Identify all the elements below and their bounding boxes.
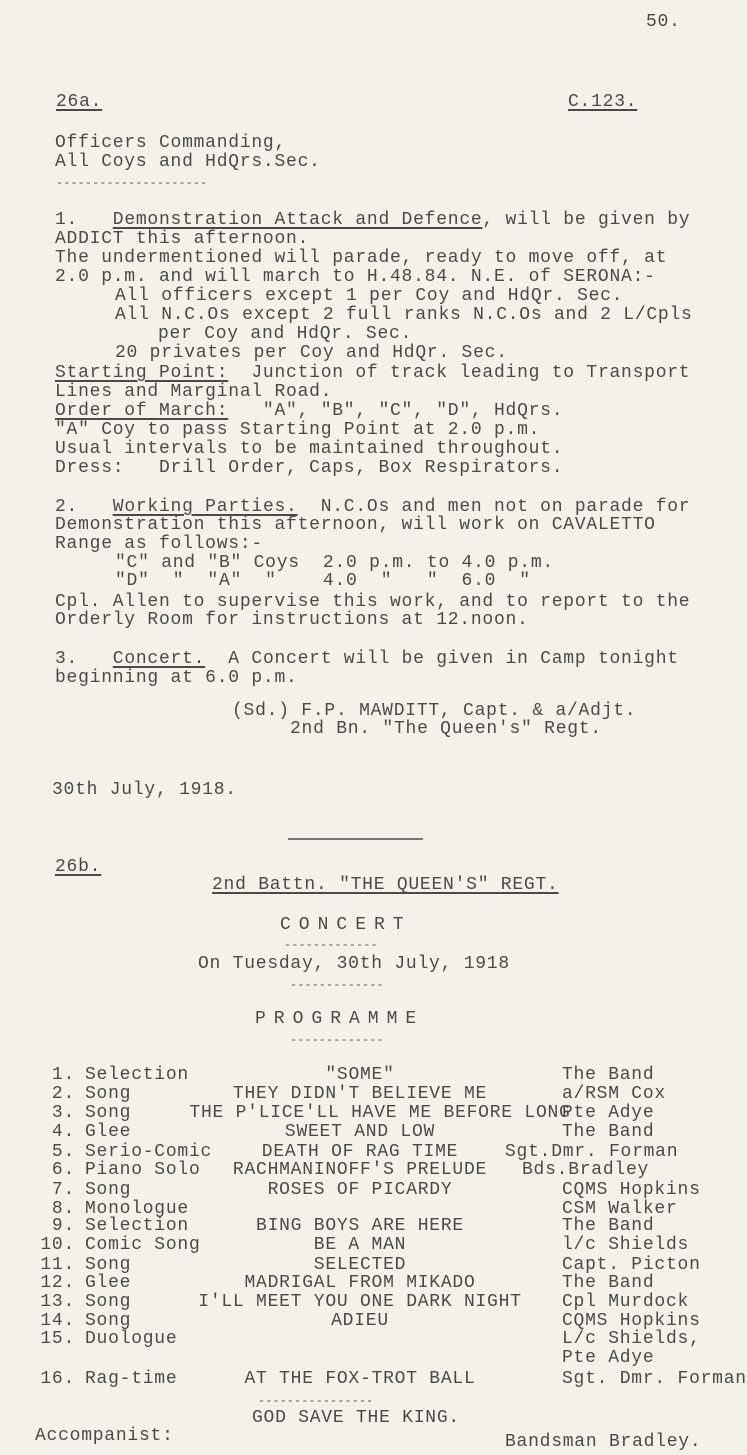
- order-of-march-line: [55, 401, 563, 421]
- accompanist-name: Bandsman Bradley.: [505, 1432, 702, 1452]
- item-title: ADIEU: [331, 1311, 389, 1331]
- item-title: ROSES OF PICARDY: [267, 1180, 453, 1200]
- item-type: Selection: [85, 1065, 189, 1085]
- item-performer: Pte Adye: [562, 1103, 655, 1123]
- para-3-number: 3.: [55, 649, 79, 669]
- concert-date: On Tuesday, 30th July, 1918: [198, 954, 510, 974]
- item-number: 9.: [51, 1216, 75, 1236]
- item-number: 7.: [51, 1180, 75, 1200]
- item-title: SWEET AND LOW: [284, 1122, 436, 1142]
- para-2-text: N.C.Os and men not on parade for: [297, 497, 691, 517]
- para-3-line-2: beginning at 6.0 p.m.: [55, 668, 298, 688]
- item-type: Comic Song: [85, 1235, 201, 1255]
- item-title: BING BOYS ARE HERE: [256, 1216, 464, 1236]
- item-performer: The Band: [562, 1065, 655, 1085]
- item-performer: L/c Shields,: [562, 1329, 701, 1349]
- item-performer: a/RSM Cox: [562, 1084, 666, 1104]
- item-title: I'LL MEET YOU ONE DARK NIGHT: [198, 1292, 522, 1312]
- item-number: 3.: [51, 1103, 75, 1123]
- para-1-line-9: "A" Coy to pass Starting Point at 2.0 p.m.: [55, 420, 541, 440]
- item-type: Glee: [85, 1273, 132, 1293]
- addressee-line-2: All Coys and HdQrs.Sec.: [55, 152, 321, 172]
- item-title: RACHMANINOFF'S PRELUDE: [232, 1160, 488, 1180]
- item-number: 6.: [51, 1160, 75, 1180]
- item-performer: The Band: [562, 1273, 655, 1293]
- item-type: Rag-time: [85, 1369, 178, 1389]
- section-divider: [288, 838, 423, 840]
- item-number: 14.: [40, 1311, 75, 1331]
- battalion-heading: 2nd Battn. "THE QUEEN'S" REGT.: [212, 875, 559, 895]
- item-type: Glee: [85, 1122, 132, 1142]
- signature-line-2: 2nd Bn. "The Queen's" Regt.: [290, 719, 602, 739]
- date-divider: -------------: [290, 978, 384, 992]
- page-number: 50.: [646, 12, 681, 32]
- item-title: MADRIGAL FROM MIKADO: [244, 1273, 476, 1293]
- item-title: SELECTED: [313, 1255, 407, 1275]
- item-type: Song: [85, 1255, 132, 1275]
- item-performer: Sgt.Dmr. Forman: [505, 1142, 679, 1162]
- item-performer: CQMS Hopkins: [562, 1311, 701, 1331]
- programme-heading: PROGRAMME: [255, 1009, 425, 1029]
- item-type: Song: [85, 1180, 132, 1200]
- para-2-line-7: Orderly Room for instructions at 12.noon.: [55, 610, 529, 630]
- para-2-line-1: [55, 497, 690, 517]
- para-1-text: , will be given by: [482, 210, 691, 230]
- item-performer: Sgt. Dmr. Forman: [562, 1369, 747, 1389]
- para-2-heading: Working Parties.: [112, 497, 298, 517]
- para-2-line-6: Cpl. Allen to supervise this work, and to report to the: [55, 592, 691, 612]
- item-performer: l/c Shields: [562, 1235, 690, 1255]
- item-number: 5.: [51, 1142, 75, 1162]
- para-1-line-3: The undermentioned will parade, ready to move off, at: [55, 248, 668, 268]
- closing-divider: ----------------: [258, 1394, 374, 1408]
- item-number: 4.: [51, 1122, 75, 1142]
- item-number: 11.: [40, 1255, 75, 1275]
- para-3-line-1: [55, 649, 679, 669]
- programme-ref: 26b.: [55, 857, 102, 877]
- heading-divider: -------------: [290, 1033, 384, 1047]
- item-type: Piano Solo: [85, 1160, 201, 1180]
- item-performer: Cpl Murdock: [562, 1292, 690, 1312]
- item-number: 1.: [51, 1065, 75, 1085]
- para-2-number: 2.: [55, 497, 79, 517]
- para-2-line-3: Range as follows:-: [55, 534, 263, 554]
- item-title: THE P'LICE'LL HAVE ME BEFORE LONG: [189, 1103, 571, 1123]
- para-1-line-5: All officers except 1 per Coy and HdQr. Sec.: [115, 286, 624, 306]
- para-1-heading: Demonstration Attack and Defence: [112, 210, 483, 230]
- para-2-line-4: "C" and "B" Coys 2.0 p.m. to 4.0 p.m.: [115, 553, 554, 573]
- para-1-line-1: [55, 210, 690, 230]
- closing-line: GOD SAVE THE KING.: [252, 1408, 460, 1428]
- para-1-line-4: 2.0 p.m. and will march to H.48.84. N.E. of SERONA:-: [55, 267, 656, 287]
- item-type: Serio-Comic: [85, 1142, 213, 1162]
- item-number: 8.: [51, 1199, 75, 1219]
- item-title: BE A MAN: [313, 1235, 407, 1255]
- item-title: DEATH OF RAG TIME: [261, 1142, 459, 1162]
- item-number: 13.: [40, 1292, 75, 1312]
- item-performer: Bds.Bradley: [522, 1160, 650, 1180]
- title-divider: -------------: [284, 938, 378, 952]
- item-title: THEY DIDN'T BELIEVE ME: [232, 1084, 488, 1104]
- item-type: Song: [85, 1103, 132, 1123]
- concert-title: CONCERT: [280, 915, 412, 935]
- item-title: AT THE FOX-TROT BALL: [244, 1369, 476, 1389]
- item-number: 12.: [40, 1273, 75, 1293]
- memo-date: 30th July, 1918.: [52, 780, 237, 800]
- accompanist-label: Accompanist:: [35, 1426, 174, 1446]
- memo-code: C.123.: [568, 92, 638, 112]
- starting-point-line-2: Lines and Marginal Road.: [55, 382, 333, 402]
- item-performer: The Band: [562, 1122, 655, 1142]
- item-type: Selection: [85, 1216, 189, 1236]
- para-1-line-6: All N.C.Os except 2 full ranks N.C.Os and 2 L/Cpls: [115, 305, 693, 325]
- item-number: 2.: [51, 1084, 75, 1104]
- item-type: Song: [85, 1084, 132, 1104]
- para-2-line-5: "D" " "A" " 4.0 " " 6.0 ": [115, 571, 531, 591]
- para-1-line-10: Usual intervals to be maintained throughout.: [55, 439, 564, 459]
- item-performer: CQMS Hopkins: [562, 1180, 701, 1200]
- item-type: Song: [85, 1311, 132, 1331]
- item-performer: The Band: [562, 1216, 655, 1236]
- starting-point-label: Starting Point:: [55, 363, 229, 383]
- signature-line-1: (Sd.) F.P. MAWDITT, Capt. & a/Adjt.: [232, 701, 637, 721]
- item-performer: Capt. Picton: [562, 1255, 701, 1275]
- item-type: Monologue: [85, 1199, 189, 1219]
- para-1-line-8: 20 privates per Coy and HdQr. Sec.: [115, 343, 508, 363]
- para-2-line-2: Demonstration this afternoon, will work on CAVALETTO: [55, 515, 656, 535]
- para-1-line-11: Dress: Drill Order, Caps, Box Respirators.: [55, 458, 564, 478]
- order-of-march-label: Order of March:: [55, 401, 229, 421]
- item-performer-2: Pte Adye: [562, 1348, 655, 1368]
- item-performer: CSM Walker: [562, 1199, 678, 1219]
- item-number: 10.: [40, 1235, 75, 1255]
- starting-point-text: Junction of track leading to Transport: [228, 363, 691, 383]
- item-number: 16.: [40, 1369, 75, 1389]
- para-1-number: 1.: [55, 210, 79, 230]
- item-number: 15.: [40, 1329, 75, 1349]
- para-3-text: A Concert will be given in Camp tonight: [205, 649, 679, 669]
- item-title: "SOME": [325, 1065, 395, 1085]
- para-1-line-7: per Coy and HdQr. Sec.: [158, 324, 413, 344]
- para-3-heading: Concert.: [112, 649, 206, 669]
- starting-point-line: [55, 363, 690, 383]
- order-of-march-text: "A", "B", "C", "D", HdQrs.: [228, 401, 564, 421]
- para-1-line-2: ADDICT this afternoon.: [55, 229, 310, 249]
- addressee-line-1: Officers Commanding,: [55, 133, 287, 153]
- memo-ref: 26a.: [56, 92, 103, 112]
- item-type: Song: [85, 1292, 132, 1312]
- item-type: Duologue: [85, 1329, 178, 1349]
- addressee-divider: ---------------------: [56, 176, 208, 190]
